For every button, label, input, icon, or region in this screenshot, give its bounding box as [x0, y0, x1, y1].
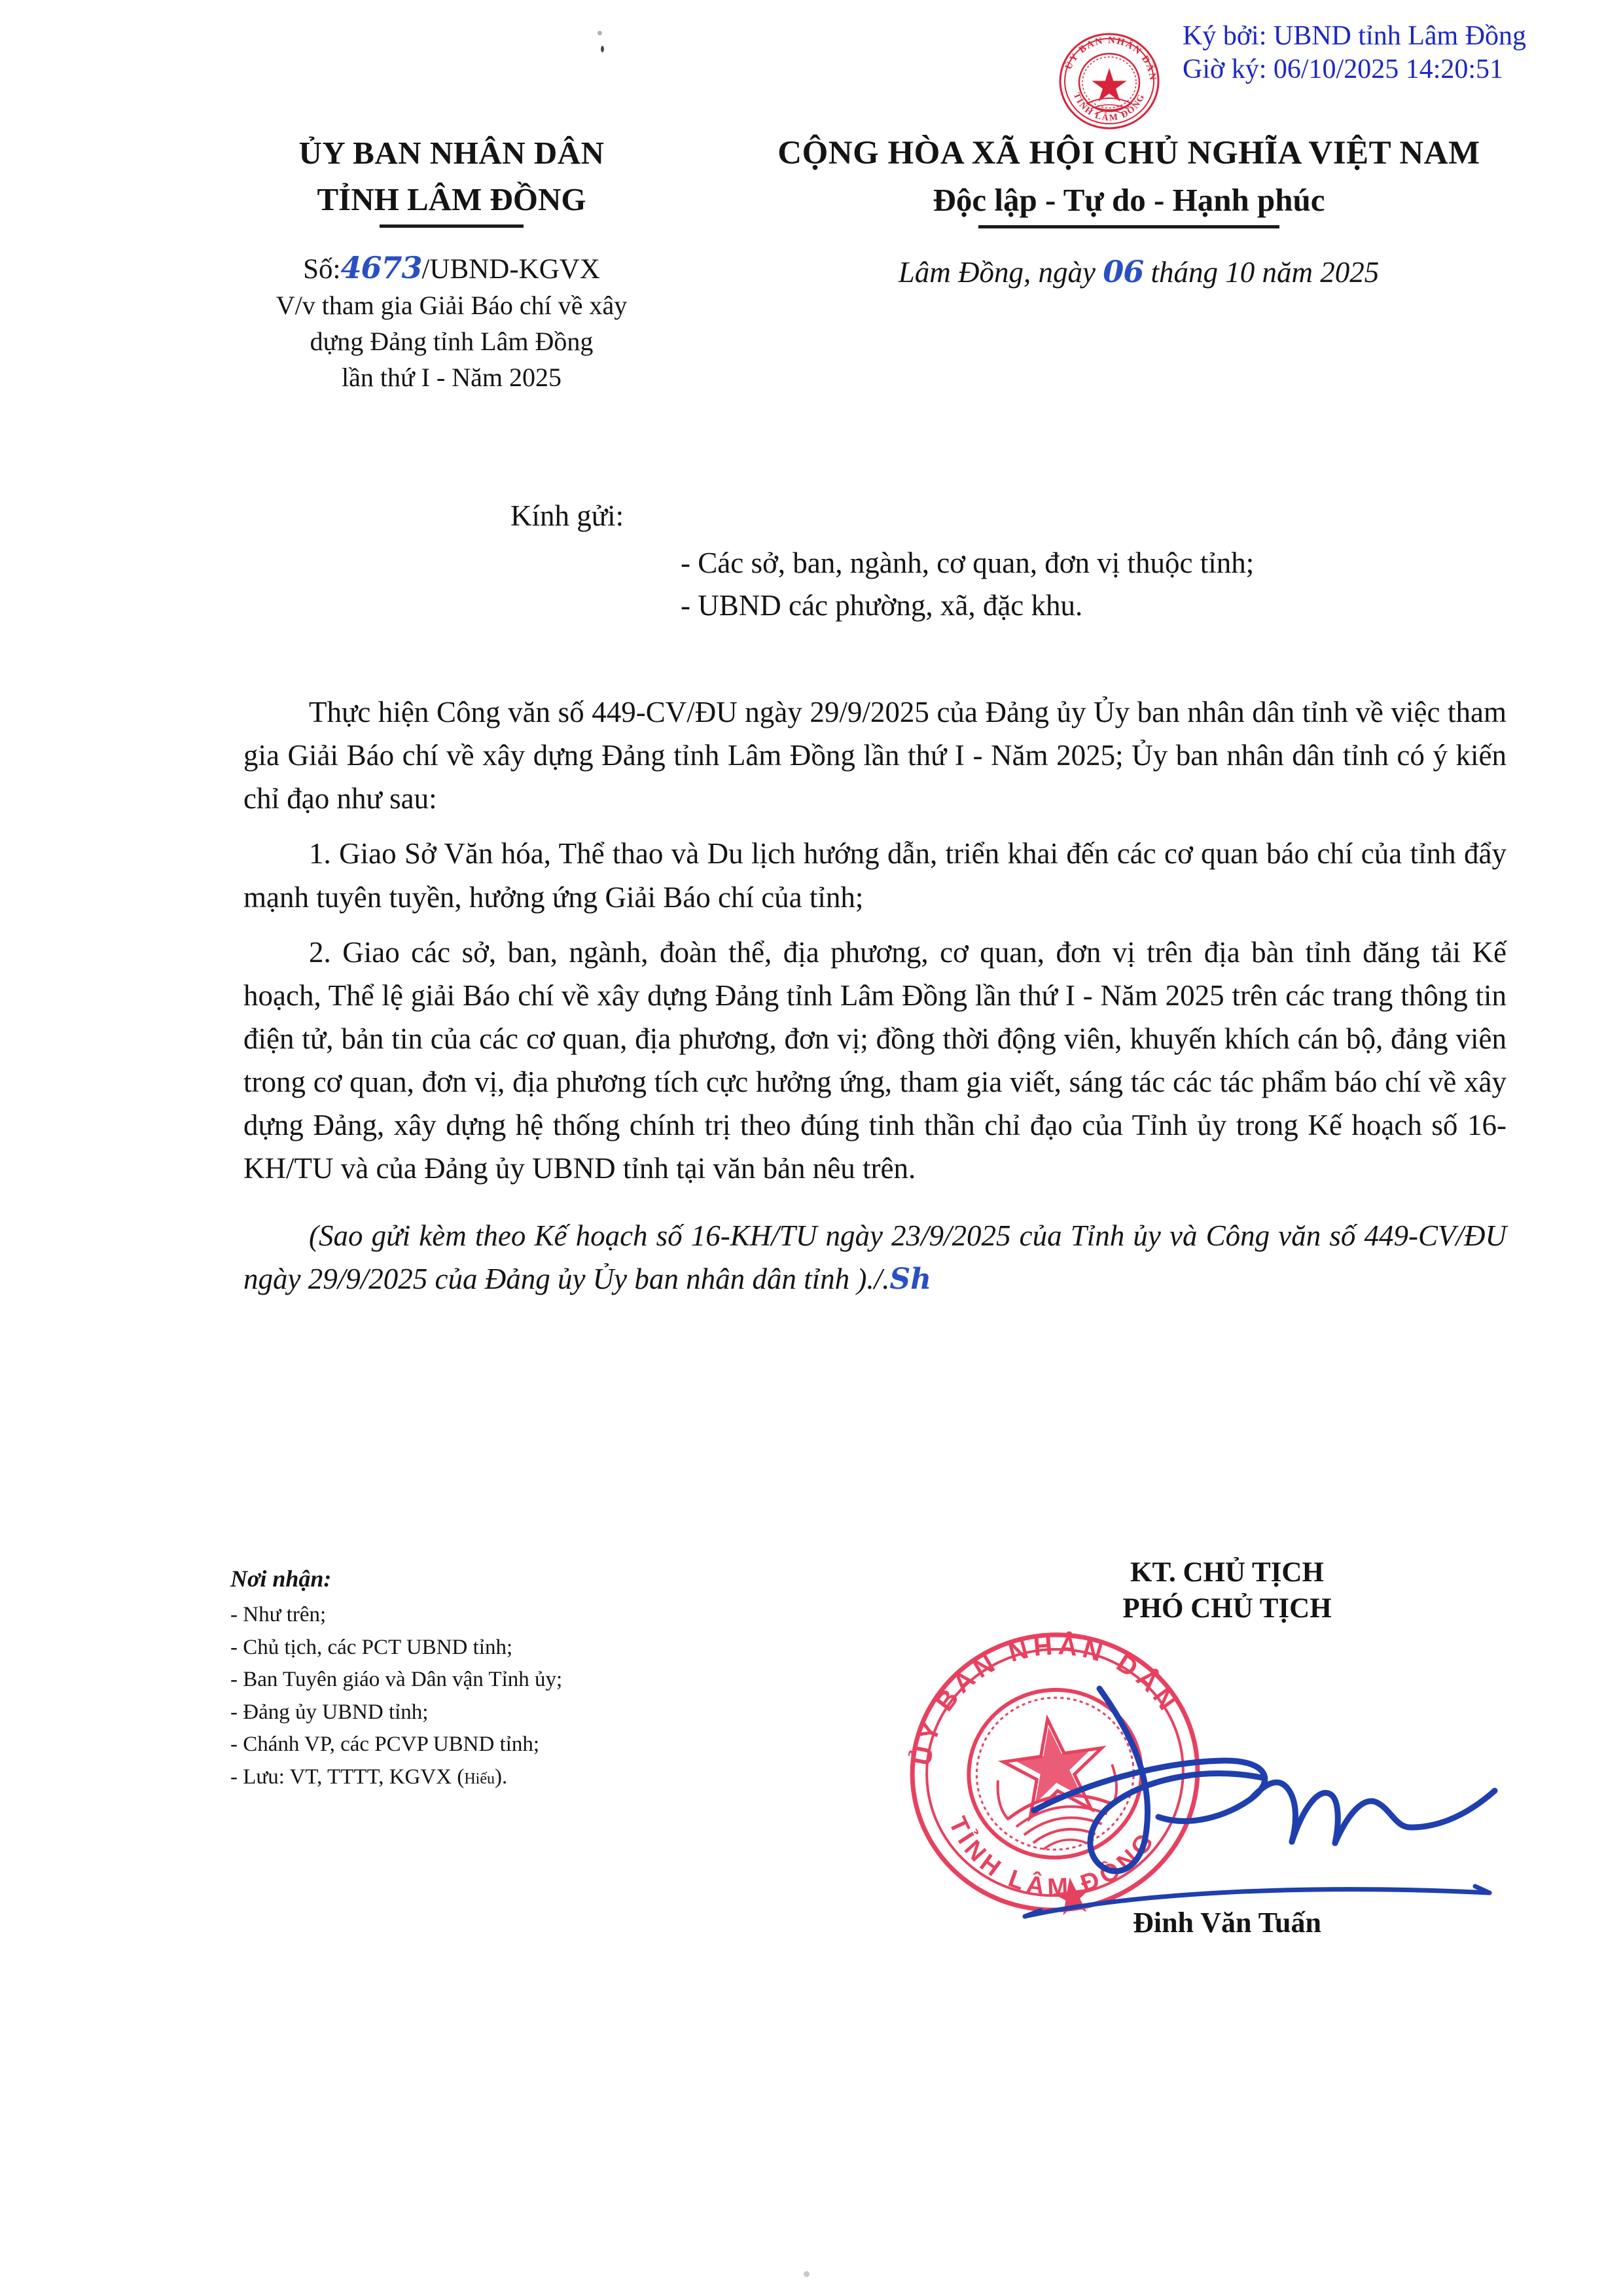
body-item-1: 1. Giao Sở Văn hóa, Thể thao và Du lịch hướng dẫn, triển khai đến các cơ quan báo chí của tỉnh đẩy mạnh tuyên tuyền, hưởng ứng Giải Báo chí của tỉnh;: [243, 837, 1507, 914]
distribution-item: - Chánh VP, các PCVP UBND tỉnh;: [230, 1732, 540, 1756]
distribution-item: - Chủ tịch, các PCT UBND tỉnh;: [230, 1635, 513, 1659]
archive-paren-close: ).: [494, 1765, 508, 1789]
authority-underline: [380, 224, 524, 228]
body-item-2: 2. Giao các sở, ban, ngành, đoàn thể, địa phương, cơ quan, đơn vị trên địa bàn tỉnh đăng tải Kế hoạch, Thể lệ giải Báo chí về xây dựng Đảng tỉnh Lâm Đồng lần thứ I - Năm 2025 trên các trang thông tin điện tử, bản tin của các cơ quan, địa phương, đơn vị; đồng thời động viên, khuyến khích cán bộ, đảng viên trong cơ quan, đơn vị, địa phương tích cực hưởng ứng, tham gia viết, sáng tác các tác phẩm báo chí về xây dựng Đảng, xây dựng hệ thống chính trị theo đúng tinh thần chỉ đạo của Tỉnh ủy trong Kế hoạch số 16-KH/TU và của Đảng ủy UBND tỉnh tại văn bản nêu trên.: [243, 935, 1507, 1185]
recipients-label: Kính gửi:: [510, 499, 624, 532]
signed-by-line: Ký bởi: UBND tỉnh Lâm Đồng: [1183, 21, 1527, 51]
document-number: [223, 250, 681, 285]
scan-artifact: [597, 31, 602, 35]
distribution-item-archive: [230, 1761, 562, 1794]
national-header: [733, 134, 1525, 228]
document-subject: [216, 288, 687, 395]
recipient-item: - Các sở, ban, ngành, cơ quan, đơn vị thuộc tỉnh;: [681, 547, 1255, 579]
svg-text:ỦY BAN NHÂN DÂN: ỦY BAN NHÂN DÂN: [907, 1631, 1185, 1768]
official-seal-icon: [904, 1622, 1205, 1923]
digital-signature-seal-icon: [1044, 25, 1175, 126]
date-year: năm 2025: [1262, 256, 1380, 289]
attachment-note-text: (Sao gửi kèm theo Kế hoạch số 16-KH/TU ngày 23/9/2025 của Tỉnh ủy và Công văn số 449-CV/ĐU ngày 29/9/2025 của Đảng ủy Ủy ban nhân dân tỉnh )./.: [243, 1219, 1507, 1295]
document-body: [243, 691, 1507, 1312]
distribution-item: - Ban Tuyên giáo và Dân vận Tỉnh ủy;: [230, 1668, 563, 1691]
distribution-list-title: Nơi nhận:: [230, 1566, 332, 1592]
subject-line-3: lần thứ I - Năm 2025: [341, 362, 562, 392]
initial-mark: Sh: [889, 1262, 932, 1296]
national-title: CỘNG HÒA XÃ HỘI CHỦ NGHĨA VIỆT NAM: [777, 135, 1480, 171]
subject-line-2: dựng Đảng tỉnh Lâm Đồng: [310, 326, 594, 356]
date-line: [772, 254, 1505, 289]
recipients-list: [681, 542, 1254, 628]
signature-block: [952, 1554, 1502, 1626]
svg-text:ỦY BAN NHÂN DÂN: ỦY BAN NHÂN DÂN: [1063, 35, 1158, 82]
digital-signature-stamp: [1044, 18, 1527, 130]
authority-line-2: TỈNH LÂM ĐỒNG: [317, 181, 586, 217]
subject-line-1: V/v tham gia Giải Báo chí về xây: [276, 291, 628, 320]
document-number-prefix: Số:: [303, 254, 341, 285]
issuing-authority-header: [223, 134, 681, 228]
distribution-item: - Như trên;: [230, 1603, 327, 1626]
date-month: tháng 10: [1150, 256, 1255, 289]
distribution-list: [230, 1561, 562, 1793]
archive-main: - Lưu: VT, TTTT, KGVX: [230, 1765, 452, 1789]
signer-role-line-2: PHÓ CHỦ TỊCH: [1122, 1593, 1332, 1624]
svg-text:TỈNH LÂM ĐỒNG: TỈNH LÂM ĐỒNG: [1071, 91, 1147, 124]
signed-time-line: Giờ ký: 06/10/2025 14:20:51: [1183, 54, 1504, 85]
date-day-handwritten: 06: [1103, 254, 1144, 289]
body-intro-paragraph: Thực hiện Công văn số 449-CV/ĐU ngày 29/9/2025 của Đảng ủy Ủy ban nhân dân tỉnh về việc tham gia Giải Báo chí về xây dựng Đảng tỉnh Lâm Đồng lần thứ I - Năm 2025; Ủy ban nhân dân tỉnh có ý kiến chỉ đạo như sau:: [243, 696, 1507, 816]
body-attachment-note: [243, 1214, 1507, 1301]
national-underline: [978, 225, 1279, 228]
archive-paren-open: (: [457, 1765, 465, 1789]
document-number-suffix: /UBND-KGVX: [421, 254, 600, 285]
scan-artifact: [601, 46, 604, 52]
signer-role-line-1: KT. CHỦ TỊCH: [1130, 1557, 1324, 1588]
scan-artifact: [804, 2271, 810, 2277]
recipient-item: - UBND các phường, xã, đặc khu.: [681, 589, 1083, 622]
authority-line-1: ỦY BAN NHÂN DÂN: [298, 135, 605, 171]
signer-name: Đinh Văn Tuấn: [1133, 1907, 1321, 1939]
svg-text:TỈNH LÂM ĐỒNG: TỈNH LÂM ĐỒNG: [943, 1812, 1162, 1902]
archive-clerk-name: Hiếu: [464, 1770, 495, 1787]
date-place: Lâm Đồng, ngày: [898, 256, 1096, 289]
distribution-item: - Đảng ủy UBND tỉnh;: [230, 1700, 429, 1724]
digital-signature-text: [1183, 20, 1526, 86]
national-motto: Độc lập - Tự do - Hạnh phúc: [933, 182, 1325, 218]
document-number-handwritten: 4673: [340, 250, 422, 285]
